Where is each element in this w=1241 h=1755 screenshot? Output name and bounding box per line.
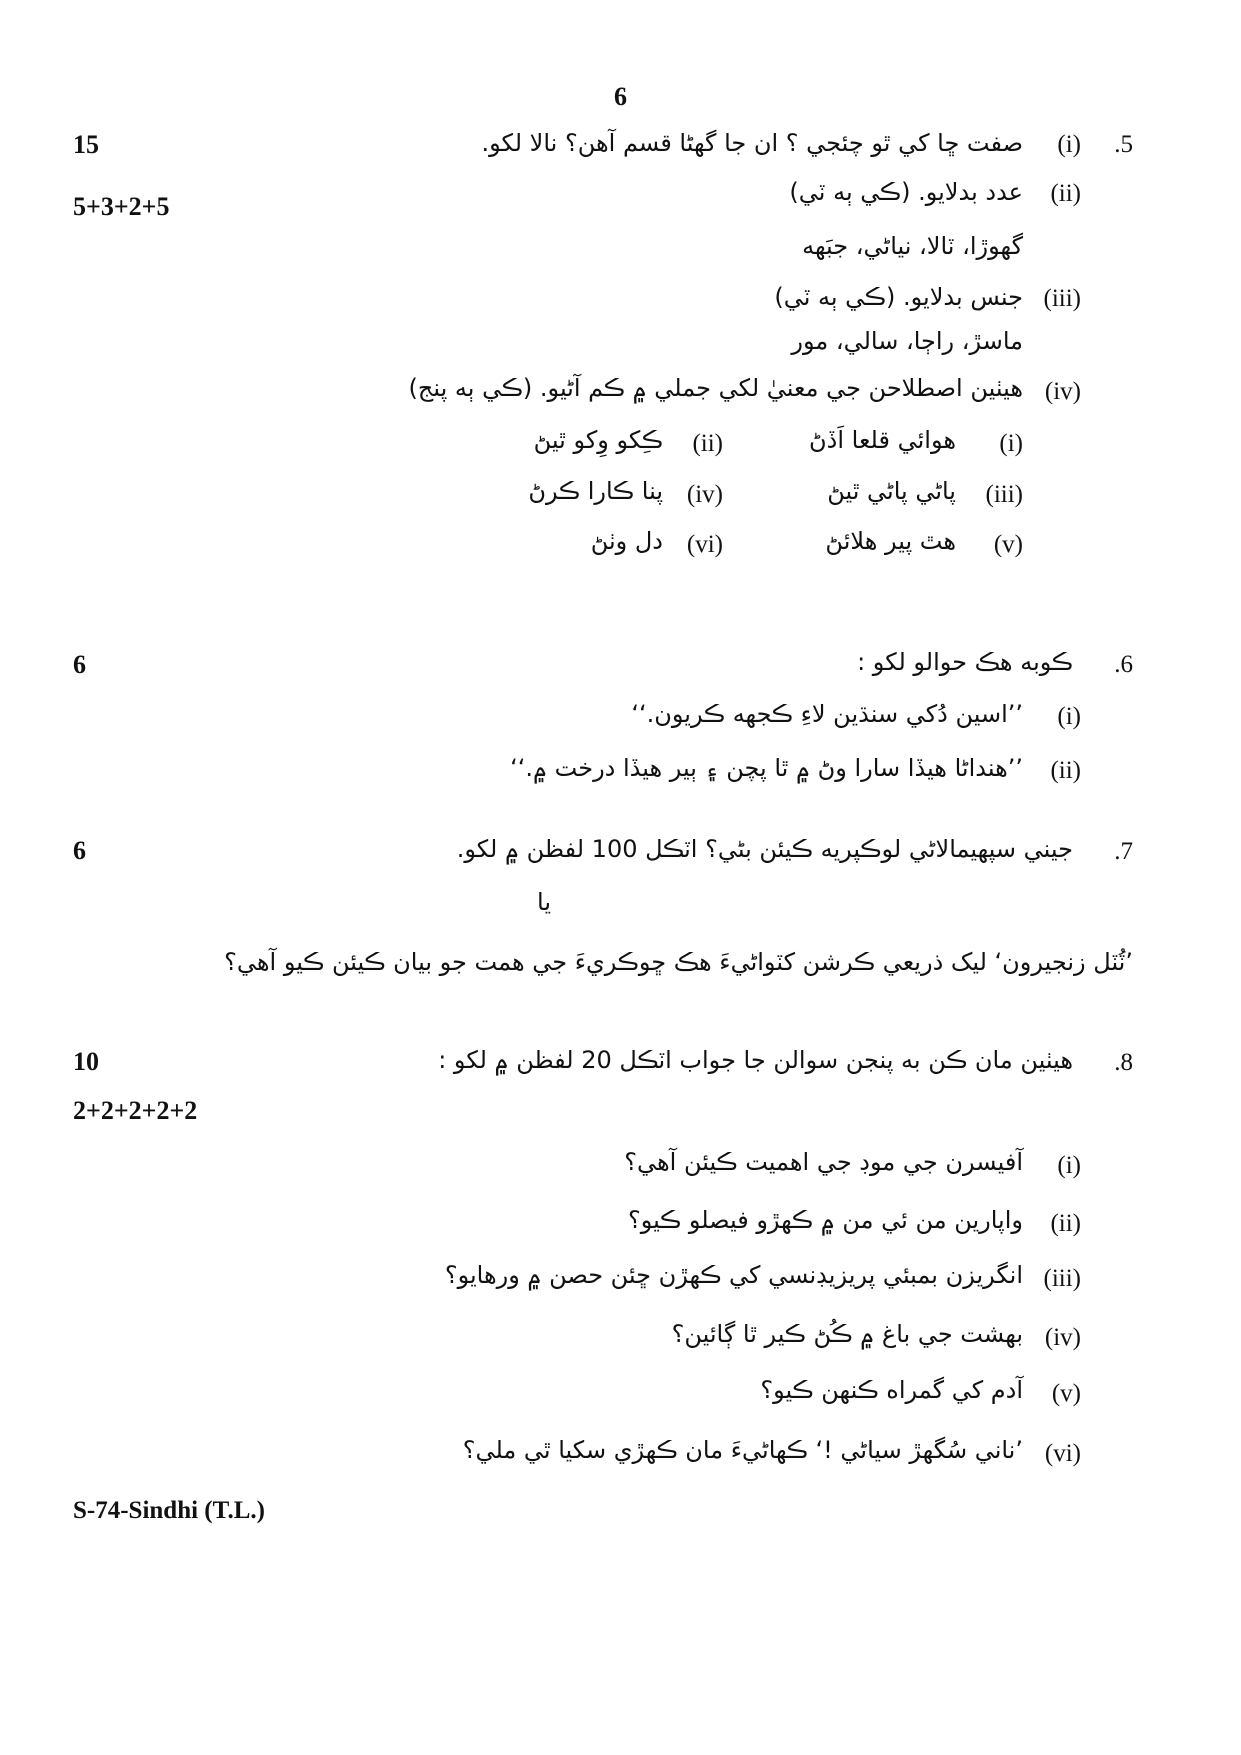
q8-marks-breakdown: 2+2+2+2+2 bbox=[73, 1096, 198, 1125]
q8-item-label: (i) bbox=[1057, 1152, 1081, 1179]
q8-text: هيٺين مان ڪن به پنجن سوالن جا جواب اٽڪل 20 لفظن ۾ لکو : bbox=[438, 1046, 1073, 1074]
idiom-label: (iii) bbox=[985, 481, 1023, 508]
q5-marks: 15 bbox=[73, 130, 99, 159]
idiom-label: (iv) bbox=[686, 481, 723, 508]
q8-item-text: آفيسرن جي موڊ جي اهميت ڪيئن آهي؟ bbox=[624, 1148, 1023, 1176]
q5-number: .5 bbox=[1114, 131, 1133, 158]
q8-item-text: بهشت جي باغ ۾ ڪُڻ ڪير ٿا ڳائين؟ bbox=[671, 1320, 1023, 1348]
idiom-text: ڪِکو وِکو ٿيڻ bbox=[533, 426, 663, 454]
idiom-text: پاڻي پاڻي ٿيڻ bbox=[827, 477, 956, 505]
idiom-label: (vi) bbox=[686, 531, 723, 558]
q7-alt-text: ’ٽُٽل زنجيرون‘ ليک ذريعي ڪرشن کٽواڻيءَ هڪ ڇوڪريءَ جي همت جو بيان ڪيئن ڪيو آهي؟ bbox=[224, 948, 1133, 976]
idiom-label: (ii) bbox=[692, 430, 723, 457]
idiom-text: هٿ پير هلائڻ bbox=[825, 527, 956, 555]
idiom-label: (i) bbox=[999, 430, 1023, 457]
q5-marks-breakdown: 5+3+2+5 bbox=[73, 192, 170, 221]
q5-iii-words: ماسڙ، راڄا، سالي، مور bbox=[791, 327, 1023, 355]
q8-item-text: آدم کي گمراه ڪنهن ڪيو؟ bbox=[760, 1376, 1023, 1404]
q6-number: .6 bbox=[1114, 651, 1133, 678]
q8-item-text: واپارين من ئي من ۾ ڪهڙو فيصلو ڪيو؟ bbox=[627, 1206, 1023, 1234]
q8-number: .8 bbox=[1114, 1049, 1133, 1076]
q8-item-label: (v) bbox=[1051, 1380, 1081, 1407]
q6-ii-label: (ii) bbox=[1050, 757, 1081, 784]
q5-i-text: صفت ڇا کي ٿو چئجي ؟ ان جا گهڻا قسم آهن؟ نالا لکو. bbox=[481, 129, 1023, 157]
q6-text: ڪوبه هڪ حوالو لکو : bbox=[857, 648, 1073, 676]
q5-iv-label: (iv) bbox=[1044, 378, 1081, 405]
q8-item-label: (ii) bbox=[1050, 1210, 1081, 1237]
q6-i-label: (i) bbox=[1057, 703, 1081, 730]
q8-item-label: (vi) bbox=[1044, 1440, 1081, 1467]
q6-ii-text: ’’هنداڻا هيڏا سارا وڻ ۾ ٿا پچن ۽ ٻير هيڏا درخت ۾.‘‘ bbox=[510, 754, 1023, 782]
q5-i-label: (i) bbox=[1057, 131, 1081, 158]
q8-item-label: (iii) bbox=[1043, 1265, 1081, 1292]
q5-iii-label: (iii) bbox=[1043, 285, 1081, 312]
q7-or: يا bbox=[537, 888, 551, 916]
footer-paper-code: S-74-Sindhi (T.L.) bbox=[73, 1497, 265, 1524]
page-number: 6 bbox=[614, 82, 627, 111]
q5-iii-text: جنس بدلايو. (ڪي ٻه ٽي) bbox=[774, 283, 1023, 311]
q8-item-label: (iv) bbox=[1044, 1324, 1081, 1351]
q8-item-text: انگريزن بمبئي پريزيڊنسي کي ڪهڙن ڇئن حصن ۾ ورهايو؟ bbox=[444, 1261, 1023, 1289]
q5-ii-label: (ii) bbox=[1050, 180, 1081, 207]
q6-marks: 6 bbox=[73, 650, 86, 679]
q5-ii-text: عدد بدلايو. (ڪي ٻه ٽي) bbox=[789, 178, 1023, 206]
idiom-text: هوائي قلعا اَڏڻ bbox=[809, 426, 956, 454]
q5-iv-text: هيٺين اصطلاحن جي معنيٰ لکي جملي ۾ ڪم آڻيو. (ڪي ٻه پنج) bbox=[408, 374, 1023, 402]
q5-ii-words: گهوڙا، ٽالا، نياڻي، جبَهه bbox=[802, 232, 1023, 260]
idiom-text: پنا ڪارا ڪرڻ bbox=[528, 477, 663, 505]
q7-text: جيني سپهيمالاڻي لوڪپريه ڪيئن بڻي؟ اٽڪل 100 لفظن ۾ لکو. bbox=[456, 835, 1073, 863]
q8-marks: 10 bbox=[73, 1047, 99, 1076]
q7-number: .7 bbox=[1114, 838, 1133, 865]
idiom-label: (v) bbox=[993, 531, 1023, 558]
q6-i-text: ’’اسين دُکي سنڌين لاءِ ڪجهه ڪريون.‘‘ bbox=[631, 700, 1023, 728]
idiom-text: دل وٺڻ bbox=[590, 527, 663, 555]
q8-item-text: ’ناني سُگهڙ سياڻي !‘ ڪهاڻيءَ مان ڪهڙي سکيا ٿي ملي؟ bbox=[462, 1436, 1023, 1464]
q7-marks: 6 bbox=[73, 836, 86, 865]
